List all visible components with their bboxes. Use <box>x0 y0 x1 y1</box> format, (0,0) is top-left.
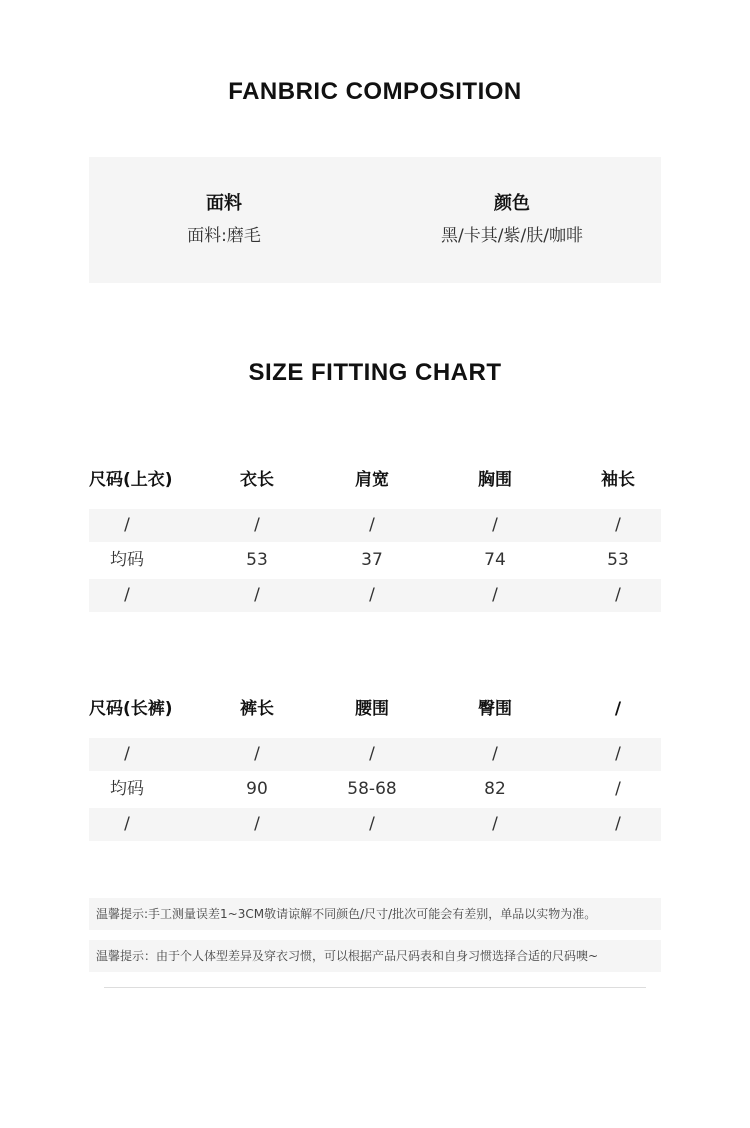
header-cell: 衣长 <box>240 470 274 490</box>
table-row <box>89 544 661 577</box>
table-cell: / <box>615 744 621 764</box>
table-cell: / <box>254 515 260 535</box>
color-label: 颜色 <box>494 193 530 214</box>
table-cell: / <box>615 515 621 535</box>
table-row <box>89 808 661 841</box>
material-value: 面料:磨毛 <box>187 226 261 246</box>
table-cell: 58-68 <box>347 779 397 799</box>
table-cell: 82 <box>484 779 506 799</box>
table-row <box>89 509 661 542</box>
header-cell: 袖长 <box>601 470 635 490</box>
table-cell: / <box>492 744 498 764</box>
fabric-composition-title: FANBRIC COMPOSITION <box>228 78 522 105</box>
table-row <box>89 738 661 771</box>
table-cell: / <box>254 814 260 834</box>
header-cell: 裤长 <box>240 699 274 719</box>
table-cell: / <box>254 585 260 605</box>
table-row <box>89 579 661 612</box>
header-cell: / <box>614 699 622 719</box>
table-cell: 均码 <box>110 550 144 570</box>
table-cell: / <box>369 515 375 535</box>
footer-divider <box>104 987 646 988</box>
header-cell: 腰围 <box>355 699 389 719</box>
table-cell: / <box>254 744 260 764</box>
size-chart-title: SIZE FITTING CHART <box>248 359 502 386</box>
table-cell: 74 <box>484 550 506 570</box>
table-cell: / <box>369 814 375 834</box>
header-cell: 胸围 <box>478 470 512 490</box>
table-cell: / <box>615 585 621 605</box>
table-row <box>89 773 661 806</box>
table-cell: 90 <box>246 779 268 799</box>
table-header-row <box>89 464 661 497</box>
table-cell: / <box>124 585 130 605</box>
table-cell: / <box>124 515 130 535</box>
measurement-tip-note: 温馨提示:手工测量误差1~3CM敬请谅解不同颜色/尺寸/批次可能会有差别，单品以实物为准。 <box>89 898 661 930</box>
table-cell: / <box>369 744 375 764</box>
header-cell: 尺码(长裤) <box>89 699 173 719</box>
fabric-info-panel <box>89 157 661 283</box>
header-cell: 肩宽 <box>355 470 389 490</box>
table-cell: / <box>124 744 130 764</box>
header-cell: 尺码(上衣) <box>89 470 173 490</box>
table-cell: 53 <box>607 550 629 570</box>
table-cell: / <box>492 814 498 834</box>
color-value: 黑/卡其/紫/肤/咖啡 <box>441 226 583 246</box>
table-cell: 37 <box>361 550 383 570</box>
header-cell: 臀围 <box>478 699 512 719</box>
material-label: 面料 <box>206 193 242 214</box>
table-cell: / <box>369 585 375 605</box>
table-cell: / <box>492 515 498 535</box>
table-cell: / <box>124 814 130 834</box>
table-cell: / <box>615 779 621 799</box>
table-cell: 均码 <box>110 779 144 799</box>
table-header-row <box>89 693 661 726</box>
sizing-tip-note: 温馨提示：由于个人体型差异及穿衣习惯，可以根据产品尺码表和自身习惯选择合适的尺码噢~ <box>89 940 661 972</box>
table-cell: / <box>492 585 498 605</box>
table-cell: / <box>615 814 621 834</box>
table-cell: 53 <box>246 550 268 570</box>
